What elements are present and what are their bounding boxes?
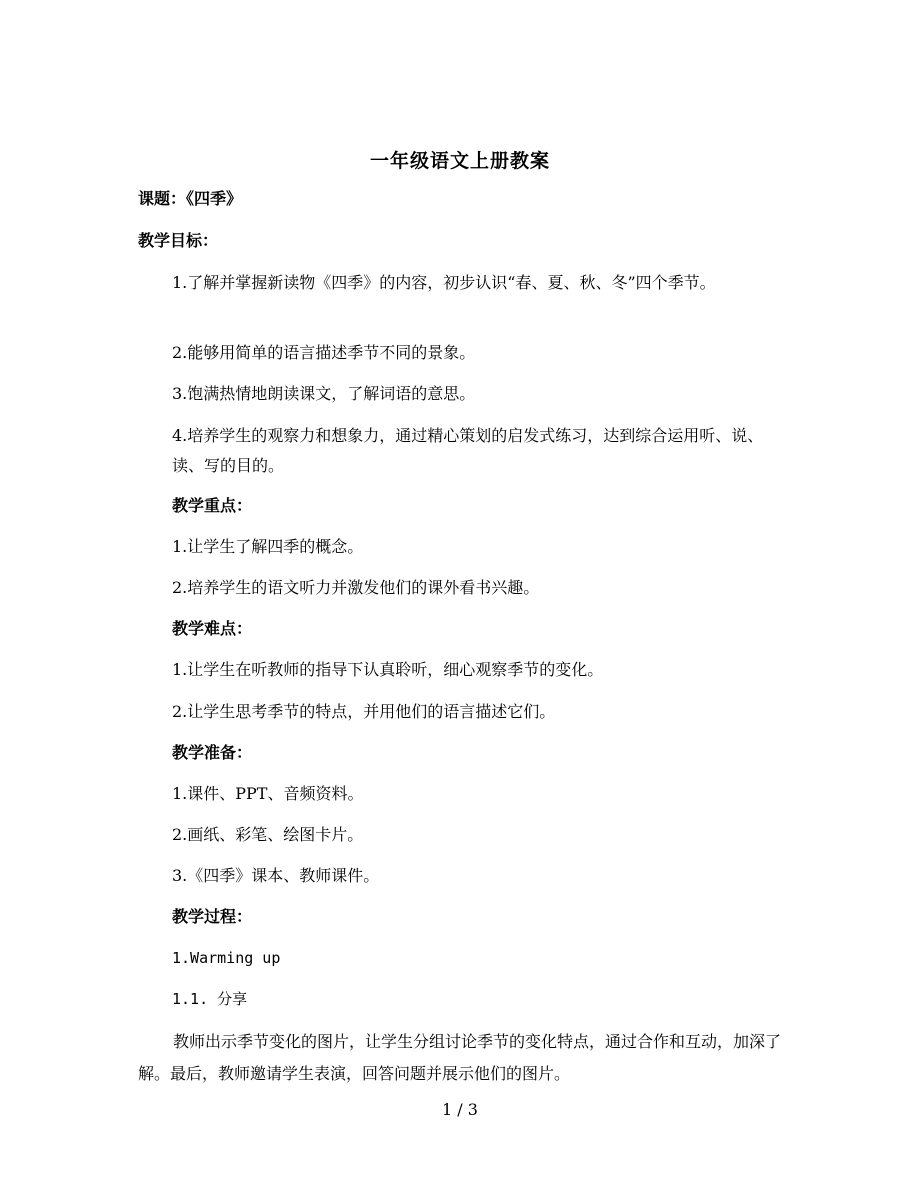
objective-item-4: 4.培养学生的观察力和想象力，通过精心策划的启发式练习，达到综合运用听、说、读、写的目的。 — [172, 426, 764, 475]
key-point-item-1: 1.让学生了解四季的概念。 — [172, 537, 364, 556]
process-step-1: 1.Warming up — [172, 949, 281, 967]
objectives-heading: 教学目标： — [138, 231, 219, 250]
preparation-item-2: 2.画纸、彩笔、绘图卡片。 — [172, 825, 364, 844]
difficulty-item-1: 1.让学生在听教师的指导下认真聆听，细心观察季节的变化。 — [172, 660, 604, 679]
preparation-item-1: 1.课件、PPT、音频资料。 — [172, 784, 364, 803]
lesson-subject: 课题：《四季》 — [138, 189, 243, 208]
difficulties-heading: 教学难点： — [172, 619, 253, 638]
objective-item-2: 2.能够用简单的语言描述季节不同的景象。 — [172, 343, 476, 362]
objective-item-3: 3.饱满热情地朗读课文，了解词语的意思。 — [172, 384, 476, 403]
process-heading: 教学过程： — [172, 907, 253, 926]
difficulty-item-2: 2.让学生思考季节的特点，并用他们的语言描述它们。 — [172, 702, 556, 721]
key-points-heading: 教学重点： — [172, 496, 253, 515]
key-point-item-2: 2.培养学生的语文听力并激发他们的课外看书兴趣。 — [172, 578, 540, 597]
objective-item-1: 1.了解并掌握新读物《四季》的内容，初步认识“春、夏、秋、冬”四个季节。 — [172, 273, 716, 292]
preparation-item-3: 3.《四季》课本、教师课件。 — [172, 866, 380, 885]
process-paragraph: 教师出示季节变化的图片，让学生分组讨论季节的变化特点，通过合作和互动，加深了解。最后，教师邀请学生表演，回答问题并展示他们的图片。 — [138, 1032, 782, 1083]
page-number: 1 / 3 — [442, 1100, 478, 1119]
process-substep-1-1: 1.1. 分享 — [172, 990, 248, 1008]
document-title: 一年级语文上册教案 — [369, 150, 550, 172]
preparation-heading: 教学准备： — [172, 743, 253, 762]
